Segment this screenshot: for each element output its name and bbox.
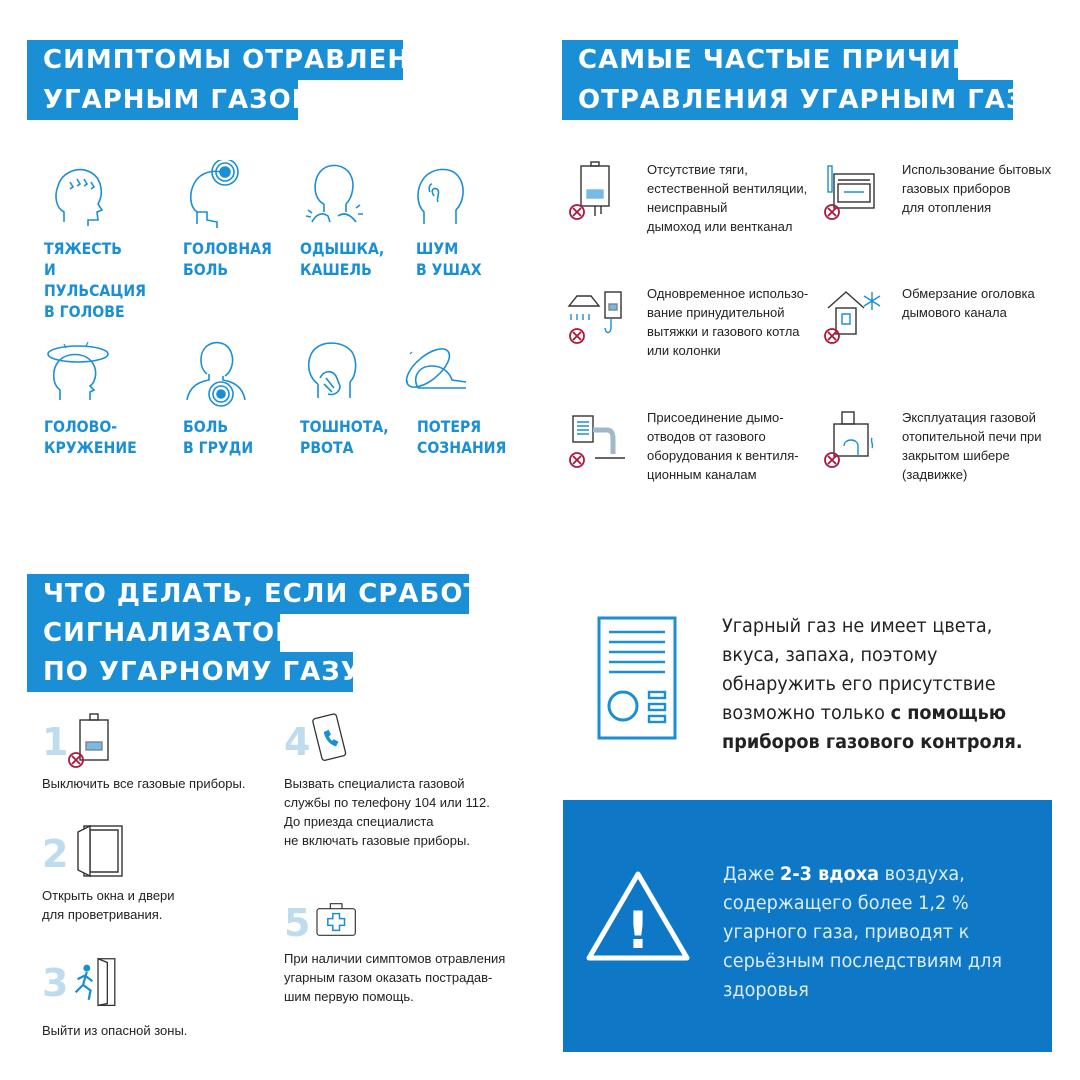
exit-icon: [70, 955, 126, 1011]
headache-icon: [183, 160, 253, 230]
ear-noise-icon: [416, 160, 486, 230]
cause-text: Одновременное использо- вание принудительной вытяжки и газового котла или колонки: [647, 286, 809, 358]
cause-text: Эксплуатация газовой отопительной печи при закрытом шибере (задвижке): [902, 410, 1042, 482]
warning-box: [563, 800, 1052, 1052]
symptom-label: ТОШНОТА, РВОТА: [300, 417, 389, 457]
symptom-item: [416, 160, 536, 280]
step-text: Выключить все газовые приборы.: [42, 776, 246, 791]
symptom-item: [397, 338, 517, 458]
vent-pipe-icon: [565, 408, 627, 470]
phone-icon: [304, 712, 360, 768]
causes-title-line-2: ОТРАВЛЕНИЯ УГАРНЫМ ГАЗОМ: [562, 80, 1013, 120]
symptom-item: [183, 338, 303, 458]
boiler-off-icon: [62, 712, 122, 772]
symptom-item: [300, 160, 420, 280]
frozen-chimney-icon: [820, 284, 882, 346]
symptom-label: ОДЫШКА, КАШЕЛЬ: [300, 239, 385, 279]
symptoms-title-line-1: СИМПТОМЫ ОТРАВЛЕНИЯ: [27, 40, 403, 80]
warning-text-post: воздуха, содержащего более 1,2 % угарного газа, приводят к серьёзным последствиям для здоровья: [723, 863, 1003, 1001]
actions-title-line-1: ЧТО ДЕЛАТЬ, ЕСЛИ СРАБОТАЛ: [27, 574, 469, 614]
cause-text: Присоединение дымо- отводов от газового оборудования к вентиля- ционным каналам: [647, 410, 799, 482]
step-text: Открыть окна и двери для проветривания.: [42, 888, 175, 922]
chest-pain-icon: [183, 338, 253, 408]
symptoms-title-line-2: УГАРНЫМ ГАЗОМ: [27, 80, 298, 120]
symptom-label: ГОЛОВО- КРУЖЕНИЕ: [44, 417, 137, 457]
step-text: При наличии симптомов отравления угарным газом оказать пострадав- шим первую помощь.: [284, 951, 506, 1004]
window-icon: [68, 820, 128, 880]
gas-detector-icon: [597, 616, 677, 740]
cough-icon: [300, 160, 370, 230]
fainting-icon: [397, 338, 469, 408]
symptom-item: [183, 160, 303, 280]
cause-text: Обмерзание оголовка дымового канала: [902, 286, 1035, 320]
head-pulse-icon: [44, 160, 114, 230]
nausea-icon: [300, 338, 370, 408]
info-text: [722, 612, 1029, 757]
hood-boiler-icon: [565, 284, 627, 346]
symptom-label: ШУМ В УШАХ: [416, 239, 482, 279]
step-number: 4: [284, 720, 311, 764]
dizziness-icon: [44, 338, 114, 408]
step-text: Вызвать специалиста газовой службы по телефону 104 или 112. До приезда специалиста не включать газовые приборы.: [284, 776, 490, 848]
symptom-item: [44, 338, 164, 458]
step-number: 3: [42, 961, 69, 1005]
cause-text: Использование бытовых газовых приборов для отопления: [902, 162, 1052, 215]
causes-title-line-1: САМЫЕ ЧАСТЫЕ ПРИЧИНЫ: [562, 40, 958, 80]
warning-text: [723, 860, 1021, 1005]
info-text-bold: с помощью приборов газового контроля.: [722, 702, 1023, 753]
step-number: 2: [42, 832, 69, 876]
cause-text: Отсутствие тяги, естественной вентиляции, неисправный дымоход или вентканал: [647, 162, 808, 234]
symptom-item: [44, 160, 164, 322]
stove-icon: [820, 160, 882, 222]
warning-triangle-icon: [583, 868, 693, 966]
warning-text-bold: 2-3 вдоха: [780, 863, 880, 885]
step-text: Выйти из опасной зоны.: [42, 1023, 188, 1038]
symptom-label: ГОЛОВНАЯ БОЛЬ: [183, 239, 272, 279]
step-number: 1: [42, 720, 69, 764]
furnace-icon: [820, 408, 882, 470]
step-number: 5: [284, 901, 311, 945]
boiler-icon: [565, 160, 627, 222]
actions-title-line-3: ПО УГАРНОМУ ГАЗУ?: [27, 652, 353, 692]
warning-mark: !: [626, 901, 650, 961]
symptom-label: ПОТЕРЯ СОЗНАНИЯ: [417, 417, 507, 457]
first-aid-icon: [312, 897, 362, 947]
warning-text-pre: Даже: [723, 863, 781, 885]
symptom-label: БОЛЬ В ГРУДИ: [183, 417, 254, 457]
symptom-label: ТЯЖЕСТЬ И ПУЛЬСАЦИЯ В ГОЛОВЕ: [44, 239, 146, 321]
actions-title-line-2: СИГНАЛИЗАТОР: [27, 613, 280, 653]
info-text-plain: Угарный газ не имеет цвета, вкуса, запаха, поэтому обнаружить его присутствие возможно только: [722, 615, 996, 724]
